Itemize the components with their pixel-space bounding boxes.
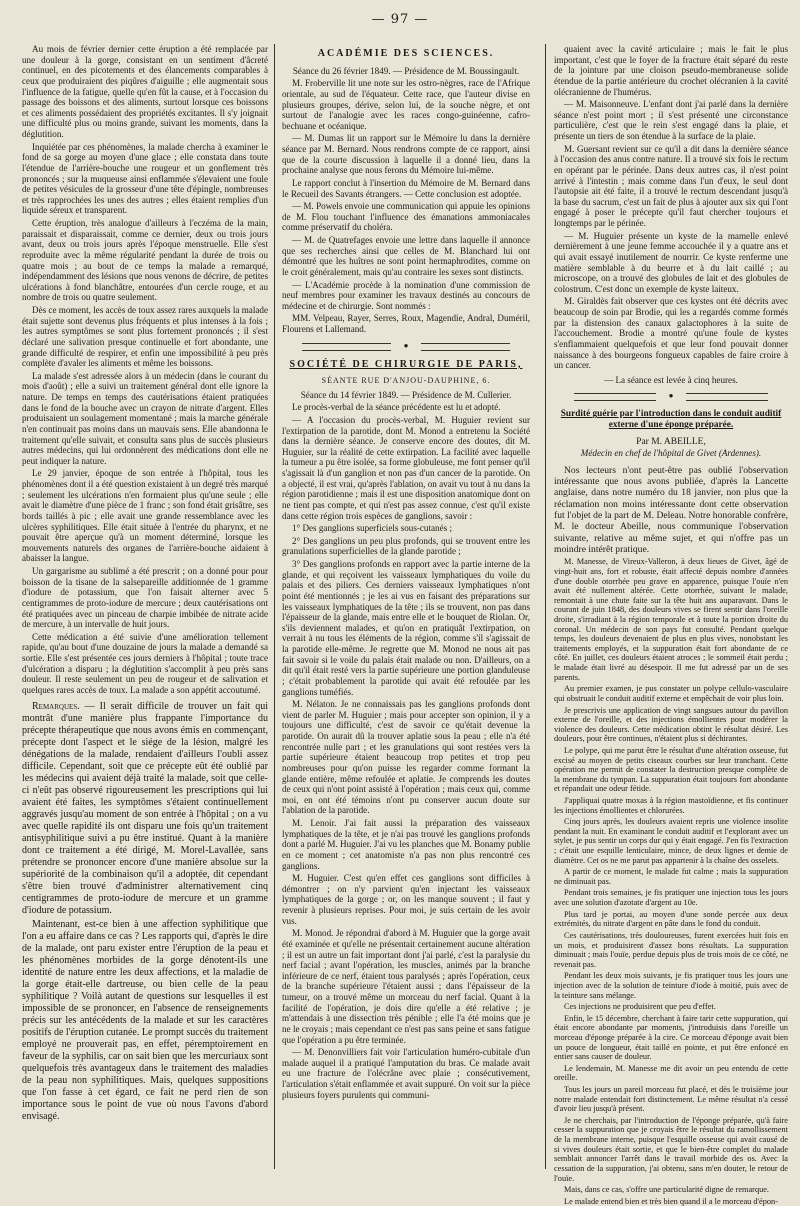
article-author: Par M. ABEILLE, [636, 437, 706, 448]
paragraph: Le procès-verbal de la séance précédente est lu et adopté. [292, 402, 501, 413]
paragraph: Un gargarisme au sublimé a été prescrit ; on a donné pour pour boisson de la tisane de la salsepareille additionnée de 1 gramme d'iodure de potassium, que l'on faisait alterner avec 5 centigrammes de proto-iodure de mercure ; deux cautérisations ont été pratiquées avec un pinceau de charpie imbibée de nitrate acide de mercure, à un intervalle de huit jours. [22, 566, 268, 630]
paragraph: — L'Académie procède à la nomination d'une commission de neuf membres pour examiner les travaux destinés au concours de médecine et de chirurgie. Sont nommés : [282, 279, 530, 311]
remarks-lead: Remarques. [32, 700, 80, 712]
section-title-societe: SOCIÉTÉ DE CHIRURGIE DE PARIS, [289, 358, 523, 370]
paragraph: Pendant les deux mois suivants, je fis pratiquer tous les jours une injection avec de la solution de teinture d'iode à moitié, puis avec de la teinture sans mélange. [554, 971, 788, 1000]
paragraph: Mais, dans ce cas, s'offre une particularité digne de remarque. [564, 1185, 769, 1195]
paragraph: Inquiétée par ces phénomènes, la malade chercha à examiner le fond de sa gorge au moyen d'une glace ; elle constata dans toute l'étendue de l'arrière-bouche une rougeur et un gonflement très prononcés ; sur la muqueuse ainsi enflammée s'élevaient une foule de petites vésicules de la grosseur d'une tête d'épingle, nombreuses et très rapprochées les unes des autres ; elles étaient remplies d'un liquide séreux et transparent. [22, 141, 268, 216]
column-rule-left [274, 44, 275, 1169]
paragraph: La malade s'est adressée alors à un médecin (dans le courant du mois d'août) ; elle a suivi un traitement général dont elle ignore la nature. De temps en temps des cautérisations étaient pratiquées dans le fond de la bouche avec un crayon de nitrate d'argent. Elles produisaient un soulagement momentané ; mais la marche générale n'en continuait pas moins dans un mauvais sens. Elle abandonna le traitement qu'elle suivait, et consulta sans plus de succès plusieurs autres médecins, qui lui ordonnèrent des médications dont elle ne peut indiquer la nature. [22, 370, 268, 466]
paragraph: Ces injections ne produisirent que peu d'effet. [564, 1002, 716, 1012]
column-left [22, 44, 268, 1174]
paragraph: M. Froberville lit une note sur les ostro-nègres, race de l'Afrique orientale, au sud de l'équateur. Cette race, que l'auteur divise en plusieurs groupes, dérive, selon lui, de la souche nègre, et ont surtout de l'analogie avec les races congo-guinéenne, cafro-bechuane et océanique. [282, 78, 530, 131]
paragraph: MM. Velpeau, Rayer, Serres, Roux, Magendie, Andral, Duméril, Flourens et Lallemand. [282, 313, 530, 335]
paragraph: 3° Des ganglions profonds en rapport avec la partie interne de la glande, et qui reçoivent les vaisseaux lymphatiques du voile du palais et des piliers. Ces derniers vaisseaux lymphatiques n'ont point été mentionnés ; je les ai vus en faisant des préparations sur les vaisseaux lymphatiques de la tête ; ils se trouvent, non pas dans l'épaisseur de la glande, mais entre elle et le bouquet de Riolan. Or, s'ils deviennent malades, et qu'on en pratiquât l'extirpation, on verrait à nu tous les éléments de la région, comme s'il s'agissait de la parotide elle-même. Je regrette que M. Monod ne nous ait pas fait savoir si le voile du palais était malade ou non. D'ailleurs, on a dit qu'il était resté vers la partie supérieure une portion glanduleuse ; c'était probablement la parotide qui avait été refoulée par les ganglions tuméfiés. [282, 559, 530, 697]
case-report [554, 557, 788, 1206]
paragraph: A partir de ce moment, le malade fut calme ; mais la suppuration ne diminuait pas. [554, 867, 788, 886]
paragraph: Enfin, le 15 décembre, cherchant à faire tarir cette suppuration, qui était encore abondante par moments, j'introduisis dans l'oreille un morceau d'éponge préparée à la cire. Ce morceau d'éponge avait bien un pouce de longueur, était taillé en pointe, et put être enfoncé en entier sans causer de douleur. [554, 1013, 788, 1062]
paragraph: Le malade entend bien et très bien quand il a le morceau d'épon- [564, 1196, 778, 1206]
column-rule-right [545, 44, 546, 1169]
section-subtitle: SÉANTE RUE D'ANJOU-DAUPHINE, 6. [321, 376, 491, 386]
paragraph: Pendant trois semaines, je fis pratiquer une injection tous les jours avec une solution d'azotate d'argent au 10e. [554, 888, 788, 908]
remarks-paragraph [22, 701, 268, 917]
paragraph: — M. Huguier présente un kyste de la mamelle enlevé dernièrement à une jeune femme accouchée il y a quatre ans et qui avait essayé inutilement de nourrir. Ce kyste renferme une matière semblable à du beurre et à du lait caillé ; au microscope, on a trouvé des globules de lait et des globules de colostrum. C'est donc un exemple de kyste laiteux. [554, 230, 788, 294]
column-right [554, 44, 788, 1206]
paragraph: — M. Dumas lit un rapport sur le Mémoire lu dans la dernière séance par M. Bernard. Nous rendrons compte de ce rapport, ainsi que de la courte discussion à laquelle il a donné lieu, dans la prochaine analyse que nous ferons du Mémoire lui-même. [282, 133, 530, 176]
paragraph: Nos lecteurs n'ont peut-être pas oublié l'observation intéressante que nous avons publiée, d'après la Lancette anglaise, dans notre numéro du 18 janvier, non plus que la réclamation non moins intéressante dont cette observation fut l'objet de la part de M. Deleau. Notre honorable confrère, M. le docteur Abeille, nous communique l'observation suivante, relative au même sujet, et qui n'offre pas un moindre intérêt pratique. [554, 464, 788, 556]
closing-line: — La séance est levée à cinq heures. [604, 374, 738, 385]
paragraph: Je prescrivis une application de vingt sangsues autour du pavillon externe de l'oreille, et des injections émollientes pour modérer la violence des douleurs. Cette médication obtint le résultat désiré. Les douleurs, pour être continues, n'étaient plus si déchirantes. [554, 705, 788, 744]
paragraph: — M. Denonvilliers fait voir l'articulation huméro-cubitale d'un malade auquel il a pratiqué l'amputation du bras. Ce malade avait eu une fracture de l'olécrâne avec plaie ; consécutivement, l'articulation s'était enflammée et avait suppuré. On voit sur la pièce plusieurs foyers purulents qui communi- [282, 1047, 530, 1100]
paragraph: M. Guersant revient sur ce qu'il a dit dans la dernière séance à l'occasion des anus contre nature. Il a trouvé six fois le rectum en opérant par le périnée. Dans deux autres cas, il n'est point arrivé à l'intestin ; mais comme dans l'un d'eux, le seul dont l'autopsie ait été faite, il a trouvé le rectum descendant jusqu'à la base du sacrum, c'est un fait de plus à ajouter aux six qui l'ont engagé à poser le précepte qu'il faut chercher toujours et longtemps par le périnée. [554, 143, 788, 228]
paragraph: Cette médication a été suivie d'une amélioration tellement rapide, qu'au bout d'une douzaine de jours la malade a demandé sa sortie. Elle s'est présentée ces jours derniers à l'hôpital ; toute trace d'ulcération a disparu ; la déglutition s'accomplit à peu près sans douleur. Il reste seulement un peu de rougeur et de salivation et quelques rares accès de toux. La malade a son appétit accoutumé. [22, 631, 268, 695]
paragraph: Le 29 janvier, époque de son entrée à l'hôpital, tous les phénomènes dont il a été question existaient à un degré très marqué ; seulement les ulcérations n'en formaient plus qu'une seule ; elle avait le diamètre d'une pièce de 1 franc ; son fond était grisâtre, ses bords taillés à pic ; elle avait une grande ressemblance avec les ulcères syphilitiques. Elle était située à l'entrée du pharynx, et ne pouvait être aperçue qu'à un moment déterminé, lorsque les mouvements naturels des organes de l'arrière-bouche aidaient à abaisser la langue. [22, 468, 268, 564]
page-number: — 97 — [371, 12, 429, 27]
paragraph: Le polype, qui me parut être le résultat d'une altération osseuse, fut excisé au moyen de petits ciseaux courbes sur leur tranchant. Cette opération me permit de constater la destruction presque complète de la membrane du tympan. La suppuration était toujours fort abondante et répandait une odeur fétide. [554, 745, 788, 794]
paragraph: Dès ce moment, les accès de toux assez rares auxquels la malade était sujette sont devenus plus fréquents et plus intenses à la fois ; les autres symptômes se sont plus fortement prononcés ; il s'est déclaré une salivation presque continuelle et fort abondante, une grande difficulté de respirer, et enfin une impossibilité à peu près complète d'avaler les aliments et même les boissons. [22, 305, 268, 369]
paragraph: 1° Des ganglions superficiels sous-cutanés ; [292, 523, 452, 534]
paragraph: Ces cautérisations, très douloureuses, furent exercées huit fois en un mois, et produisirent d'assez bons résultats. La suppuration diminuait ; mais l'ouïe, perdue depuis plus de trois mois de ce côté, ne revenait pas. [554, 930, 788, 969]
paragraph: — M. Maisonneuve. L'enfant dont j'ai parlé dans la dernière séance n'est point mort ; il s'est présenté une circonstance particulière, c'est que le rein s'est engagé dans la plaie, et présente un tiers de son étendue à la surface de la plaie. [554, 99, 788, 141]
paragraph: Tous les jours un pareil morceau fut placé, et dès le troisième jour notre malade entendait fort distinctement. Le même résultat n'a cessé d'avoir lieu jusqu'à présent. [554, 1085, 788, 1114]
paragraph: M. Nélaton. Je ne connaissais pas les ganglions profonds dont vient de parler M. Huguier ; mais pour accepter son opinion, il y a toujours une difficulté, c'est de savoir ce qu'était devenue la parotide. On aurait dû la trouver aplatie sous la peau ; elle n'a été rencontrée nulle part ; et les granulations qui sont restées vers la partie supérieure étaient beaucoup trop petites et trop peu nombreuses pour qu'on puisse les regarder comme formant la glande entière, même refoulée et aplatie. Je comprends les doutes de ceux qui n'ont point assisté à l'opération ; mais ceux qui, comme moi, en ont été témoins n'ont pu conserver aucun doute sur l'ablation de la parotide. [282, 699, 530, 816]
paragraph: — M. de Quatrefages envoie une lettre dans laquelle il annonce que ses recherches ainsi que celles de M. Blanchard lui ont démontré que les huîtres ne sont point hermaphrodites, comme on le croit généralement, mais qu'au contraire les sexes sont distincts. [282, 235, 530, 277]
meeting-line: Séance du 14 février 1849. — Présidence de M. Cullerier. [300, 389, 512, 400]
article-affiliation: Médecin en chef de l'hôpital de Givet (Ardennes). [580, 448, 762, 459]
paragraph: M. Giraldès fait observer que ces kystes ont été décrits avec beaucoup de soin par Brodie, qui les a regardés comme formés par la distension des canaux galactophores à la suite de l'accouchement. Brodie a montré qu'une foule de kystes s'enflammaient quelquefois et que leur fond pouvait donner naissance à des bourgeons fongueux capables de faire croire à un cancer. [554, 296, 788, 371]
paragraph: quaient avec la cavité articulaire ; mais le fait le plus important, c'est que le foyer de la fracture était séparé du reste de la jointure par une cloison pseudo-membraneuse solide étendue de la partie antérieure du crochet olécranien à la cavité olécranienne de l'humérus. [554, 44, 788, 97]
paragraph: M. Huguier. C'est qu'en effet ces ganglions sont difficiles à démontrer ; on n'y parvient qu'en injectant les vaisseaux lymphatiques de la gorge ; or, on les manque souvent ; il faut y revenir à plusieurs reprises. Pour moi, je suis certain de les avoir vus. [282, 873, 530, 926]
paragraph: Maintenant, est-ce bien à une affection syphilitique que l'on a eu affaire dans ce cas ? Les rapports qui, d'après le dire de la malade, ont paru exister entre l'éruption de la peau et les phénomènes morbides de la gorge dénotent-ils une identité de nature entre les deux affections, et la maladie de la gorge était-elle dartreuse, ou bien celle de la peau syphilitique ? Voilà autant de questions sur lesquelles il est impossible de se prononcer, en l'absence de renseignements précis sur les antécédents de la malade et sur les caractères positifs de l'éruption cutanée. Le prompt succès du traitement employé ne prouverait pas, en effet, péremptoirement en faveur de la syphilis, car on sait bien que les mercuriaux sont quelquefois très avantageux dans le traitement des maladies de la peau non syphilitiques. Mais, quelques suppositions que l'on fasse à cet égard, ce fait ne perd rien de son importance sous le point de vue où nous l'avons d'abord envisagé. [22, 918, 268, 1122]
meeting-line: Séance du 26 février 1849. — Présidence de M. Boussingault. [292, 65, 520, 76]
paragraph: J'appliquai quatre moxas à la région mastoïdienne, et fis continuer les injections émollientes et chlorurées. [554, 795, 788, 815]
remarks-text: — Il serait difficile de trouver un fait qui montrât d'une manière plus frappante l'importance du précepte thérapeutique que nous avons émis en commençant, précepte dont l'aspect et le siége de la lésion, malgré les dénégations de la malade, rendaient d'ailleurs l'oubli assez difficile. Cependant, soit que ce précepte eût été oublié par les médecins qui avaient déjà traité la malade, soit que celle-ci n'eût pas observé rigoureusement les prescriptions qui lui avaient été faites, les symptômes s'étaient continuellement aggravés jusqu'au moment de son entrée à l'hôpital ; on a vu avec quelle rapidité ils ont disparu une fois qu'un traitement antisyphilitique suivi a pu être institué. Quant à la manière dont ce traitement a été dirigé, M. Morel-Lavallée, sans prétendre se prononcer encore d'une manière absolue sur la supériorité de la combinaison qu'il a adoptée, dit cependant s'être bien trouvé d'administrer alternativement cinq centigrammes de proto-iodure de mercure et un gramme d'iodure de potassium. [22, 700, 268, 916]
paragraph: Je ne cherchais, par l'introduction de l'éponge préparée, qu'à faire cesser la suppuration que je croyais être le résultat du ramollissement de la membrane interne, puisque l'esquille osseuse qui avait causé de si vives douleurs était sortie, et que le bien-être complet du malade semblait annoncer l'arrêt dans le travail morbide des os. Avec la cessation de la suppuration, j'ai obtenu, sans m'en douter, le retour de l'ouïe. [554, 1115, 788, 1183]
paragraph: Le lendemain, M. Manesse me dit avoir un peu entendu de cette oreille. [554, 1063, 788, 1083]
paragraph: Le rapport conclut à l'insertion du Mémoire de M. Bernard dans le Recueil des Savants étrangers. — Cette conclusion est adoptée. [282, 177, 530, 199]
paragraph: Cinq jours après, les douleurs avaient repris une violence insolite pendant la nuit. En examinant le conduit auditif et l'explorant avec un stylet, je pus sentir un corps dur qui y était engagé. J'en fis l'extraction ; c'était une esquille lenticulaire, mince, de deux lignes et demie de diamètre. Cet os ne me parut pas appartenir à la chaîne des osselets. [554, 817, 788, 865]
paragraph: M. Lenoir. J'ai fait aussi la préparation des vaisseaux lymphatiques de la tête, et je n'ai pas trouvé les ganglions profonds dont a parlé M. Huguier. J'ai vu les planches que M. Bonamy publie en ce moment ; cet anatomiste n'a pas non plus rencontré ces ganglions. [282, 818, 530, 871]
paragraph: — M. Powels envoie une communication qui appuie les opinions de M. Flou touchant l'influence des émanations ammoniacales comme préservatif du choléra. [282, 201, 530, 233]
paragraph: Cette éruption, très analogue d'ailleurs à l'eczéma de la main, paraissait et disparaissait, comme ce dernier, deux ou trois jours avant, deux ou trois jours après l'époque menstruelle. Elle s'est reproduite avec la même régularité pendant la durée de trois ou quatre mois ; au bout de ce temps la malade a remarqué, indépendamment des lésions que nous venons de décrire, de petites ulcérations à fond blanchâtre, entourées d'un cercle rouge, et au nombre de trois ou quatre seulement. [22, 218, 268, 303]
column-middle [282, 44, 530, 1174]
paragraph: — A l'occasion du procès-verbal, M. Huguier revient sur l'extirpation de la parotide, dont M. Monod a entretenu la Société dans la dernière séance. Je conserve encore des doutes, dit M. Huguier, sur la réalité de cette extirpation. La facilité avec laquelle la tumeur a pu être isolée, sa forme globuleuse, me font penser qu'il s'agissait là d'un ganglion et non pas d'un cancer de la parotide. On a objecté, il est vrai, qu'après l'ablation, on avait vu tout à nu dans la région parotidienne ; mais il est une disposition anatomique dont on ne tient pas compte, et qui n'est pas assez connue, c'est qu'il existe dans cette région trois espèces de ganglions, savoir : [282, 414, 530, 521]
paragraph: M. Monod. Je répondrai d'abord à M. Huguier que la gorge avait été examinée et qu'elle ne présentait certainement aucune altération ; il est un autre un fait important dont j'ai parlé, c'est la paralysie du nerf facial ; avant l'opération, les muscles, animés par la branche inférieure de ce nerf, étaient tous paralysés ; après l'opération, ceux de la branche supérieure l'étaient aussi ; dans l'épaisseur de la tumeur, on a trouvé même un morceau du nerf facial. Quant à la facilité de l'opération, je dois dire qu'elle a été relative ; je m'attendais à une dissection très pénible ; elle l'a été moins que je ne le croyais ; mais cependant ce n'est pas sans peine et sans fatigue que l'opération a pu être terminée. [282, 928, 530, 1045]
article-title: Surdité guérie par l'introduction dans le conduit auditif externe d'une éponge préparée. [560, 409, 782, 431]
paragraph: 2° Des ganglions un peu plus profonds, qui se trouvent entre les granulations superficielles de la glande parotide ; [282, 535, 530, 557]
paragraph: Au mois de février dernier cette éruption a été remplacée par une douleur à la gorge, consistant en un sentiment d'âcreté continuel, en des picotements et des élancements comparables à ceux que produiraient des piqûres d'aiguille ; elle augmentait sous l'influence de la fatigue, quelle qu'en fût la cause, et à l'occasion du passage des boissons et des aliments, surtout lorsque ces boissons et ces aliments possédaient des propriétés excitantes. Il s'y joignait une difficulté plus ou moins grande, suivant les moments, dans la déglutition. [22, 44, 268, 139]
section-separator: ● [574, 393, 768, 401]
paragraph: Au premier examen, je pus constater un polype cellulo-vasculaire qui obstruait le conduit auditif externe et empêchait de voir plus loin. [554, 684, 788, 703]
paragraph: M. Manesse, de Vireux-Valleron, à deux lieues de Givet, âgé de vingt-huit ans, fort et robuste, était affecté depuis nombre d'années d'une double otorrhée peu grave en apparence, puisque l'ouïe n'en avait été nullement altérée. Cette otorrhée, suivant le malade, remontait à une chute faite sur la tête huit ans auparavant. Dans le courant de juin 1848, des douleurs vives se firent sentir dans l'oreille droite, s'irradiant à la région temporale et à toute la portion droite du coronal. Un médecin de son pays fut consulté. Pendant quelque temps, les douleurs devenaient de plus en plus vives, nonobstant les traitements employés, et la suppuration était fort abondante de ce côté. En juillet, ces douleurs étaient atroces ; le sommeil était perdu ; le malade était livré au désespoir. Il me fut adressé par un de ses parents. [554, 557, 788, 682]
paragraph: Plus tard je portai, au moyen d'une sonde percée aux deux extrémités, du nitrate d'argent en pâte dans le fond du conduit. [554, 909, 788, 929]
section-separator: ● [302, 343, 510, 351]
section-title-academie: ACADÉMIE DES SCIENCES. [317, 48, 495, 59]
